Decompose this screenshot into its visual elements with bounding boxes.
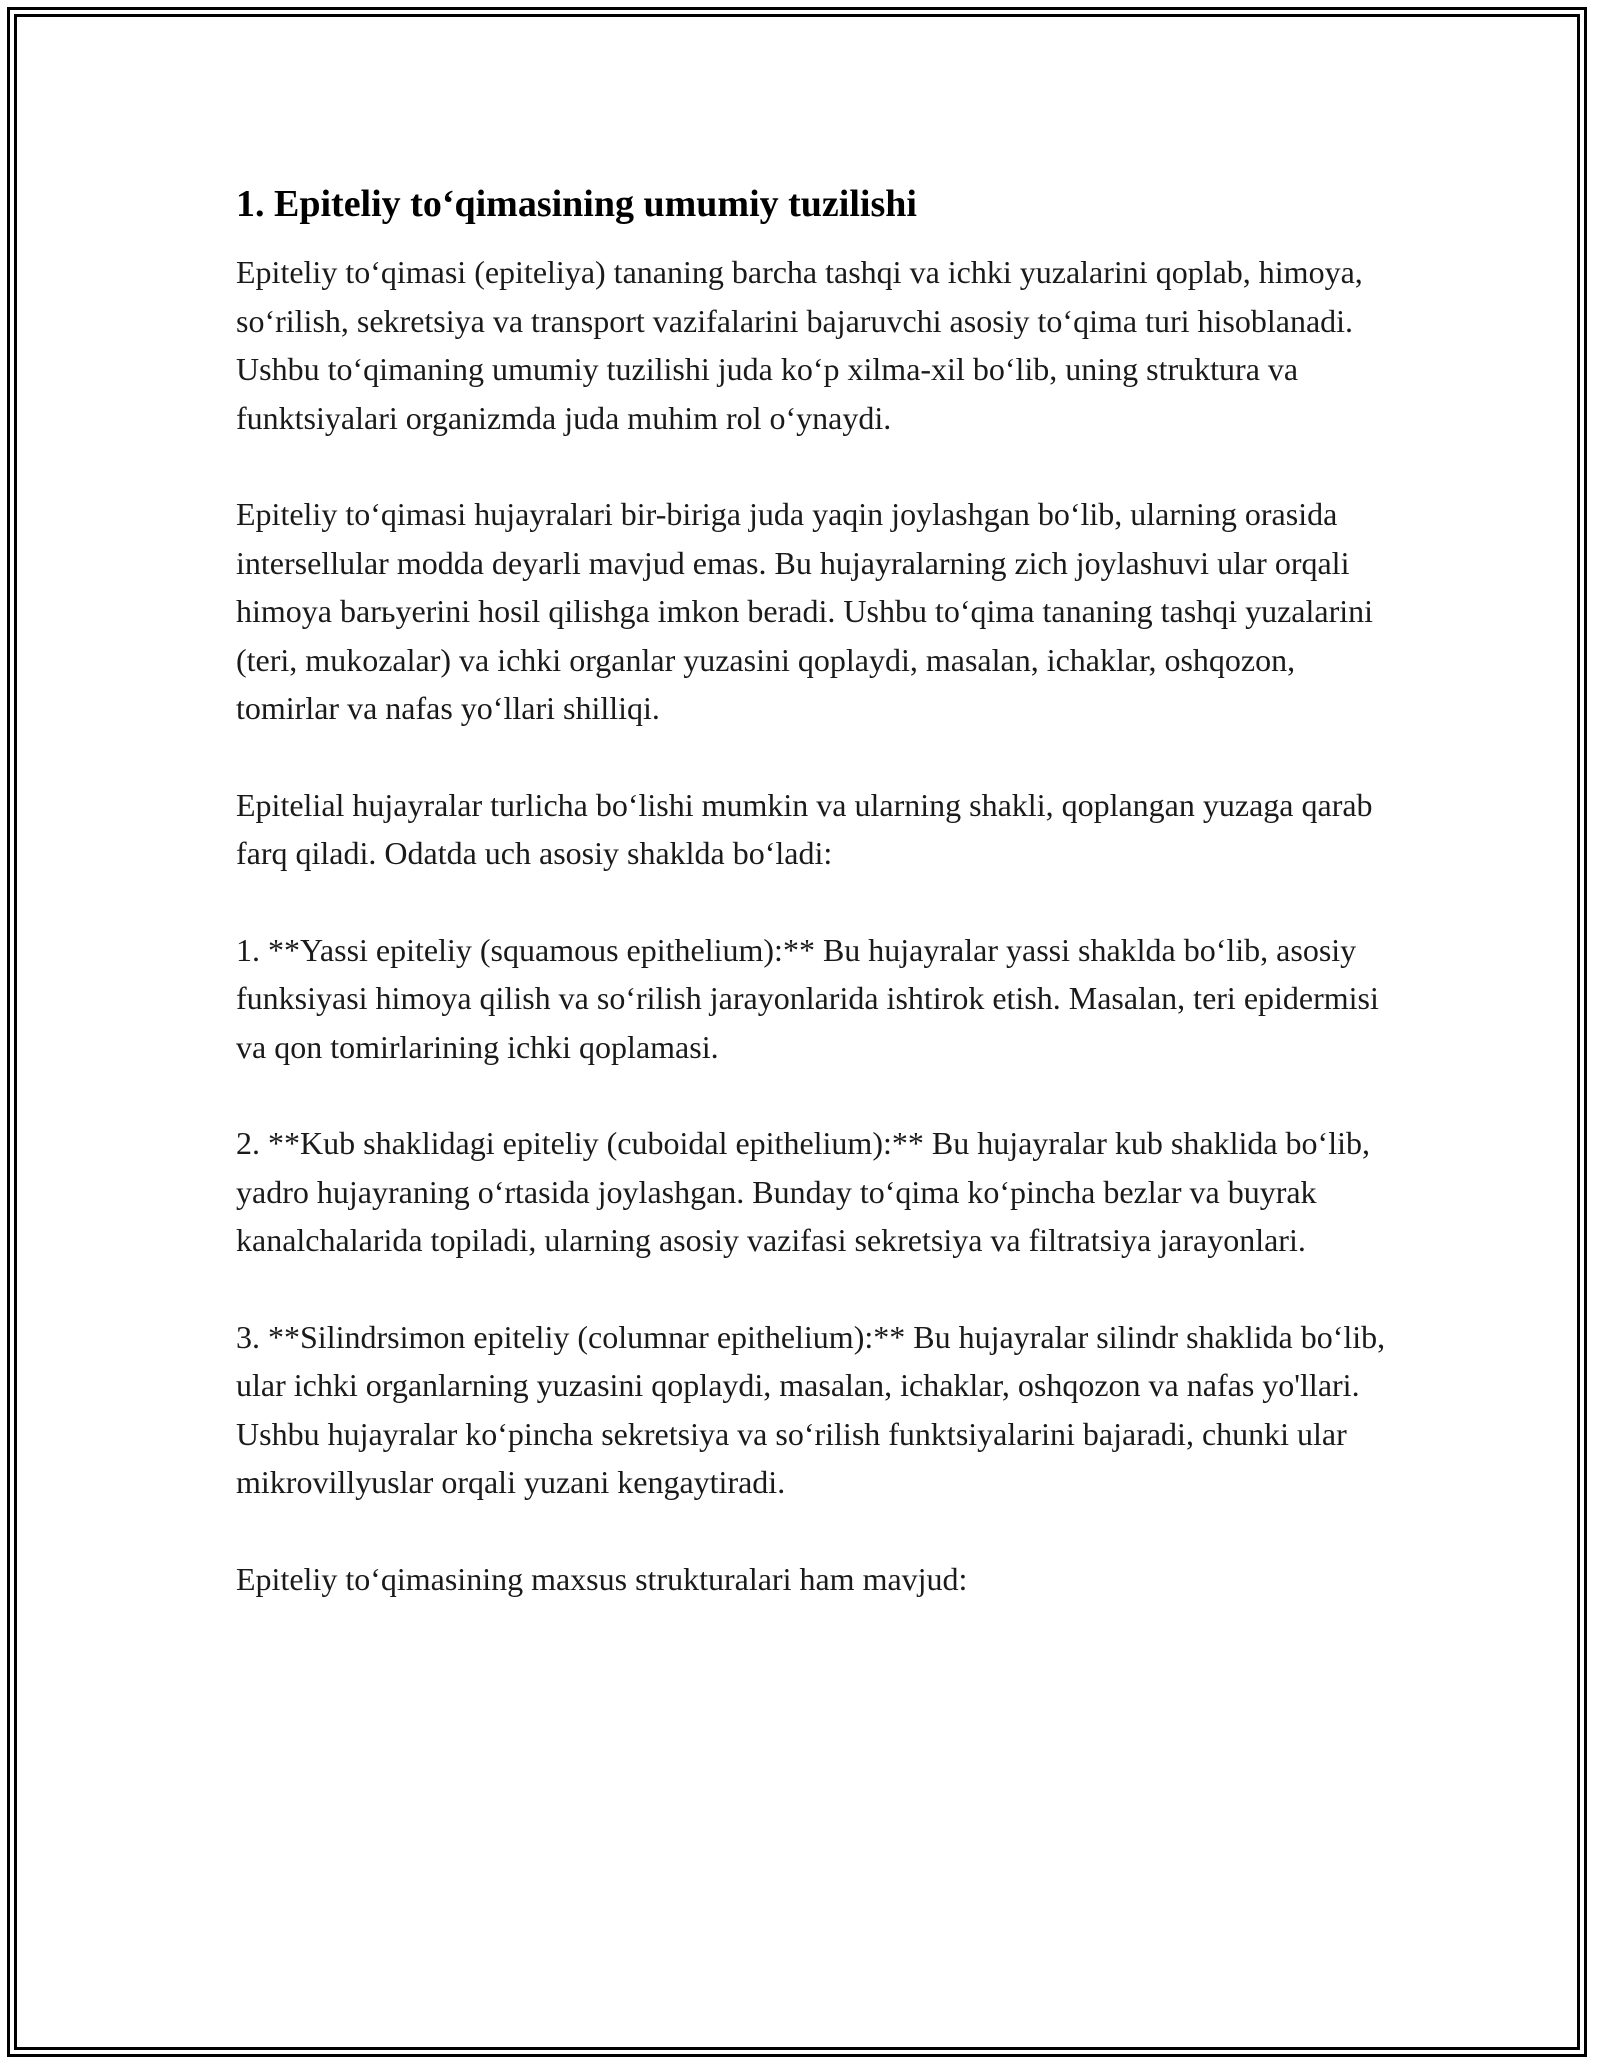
cuboidal-item: 2. **Kub shaklidagi epiteliy (cuboidal epithelium):** Bu hujayralar kub shaklida bo‘lib, yadro hujayraning o‘rtasida joylashgan. Bunday to‘qima ko‘pincha bezlar va buyrak kanalchalarida topiladi, ularning asosiy vazifasi sekretsiya va filtratsiya jarayonlari. [236, 1125, 1370, 1258]
cell-arrangement-paragraph: Epiteliy to‘qimasi hujayralari bir-biriga juda yaqin joylashgan bo‘lib, ularning orasida intersellular modda deyarli mavjud emas. Bu hujayralarning zich joylashuvi ular orqali himoya barьyerini hosil qilishga imkon beradi. Ushbu to‘qima tananing tashqi yuzalarini (teri, mukozalar) va ichki organlar yuzasini qoplaydi, masalan, ichaklar, oshqozon, tomirlar va nafas yo‘llari shilliqi. [236, 496, 1374, 726]
columnar-item: 3. **Silindrsimon epiteliy (columnar epithelium):** Bu hujayralar silindr shaklida bo‘lib, ular ichki organlarning yuzasini qoplaydi, masalan, ichaklar, oshqozon va nafas yo'llari. Ushbu hujayralar ko‘pincha sekretsiya va so‘rilish funktsiyalarini bajaradi, chunki ular mikrovillyuslar orqali yuzani kengaytiradi. [236, 1318, 1386, 1500]
document-body [236, 178, 1386, 1651]
intro-paragraph: Epiteliy to‘qimasi (epiteliya) tananing barcha tashqi va ichki yuzalarini qoplab, himoya, so‘rilish, sekretsiya va transport vazifalarini bajaruvchi asosiy to‘qima turi hisoblanadi. Ushbu to‘qimaning umumiy tuzilishi juda ko‘p xilma-xil bo‘lib, uning struktura va funktsiyalari organizmda juda muhim rol o‘ynaydi. [236, 254, 1363, 436]
squamous-item: 1. **Yassi epiteliy (squamous epithelium):** Bu hujayralar yassi shaklda bo‘lib, asosiy funksiyasi himoya qilish va so‘rilish jarayonlarida ishtirok etish. Masalan, teri epidermisi va qon tomirlarining ichki qoplamasi. [236, 931, 1379, 1065]
cell-shapes-paragraph: Epitelial hujayralar turlicha bo‘lishi mumkin va ularning shakli, qoplangan yuzaga qarab farq qiladi. Odatda uch asosiy shaklda bo‘ladi: [236, 786, 1373, 871]
special-structures-paragraph: Epiteliy to‘qimasining maxsus strukturalari ham mavjud: [236, 1560, 968, 1597]
section-heading: 1. Epiteliy to‘qimasining umumiy tuzilishi [236, 183, 917, 225]
